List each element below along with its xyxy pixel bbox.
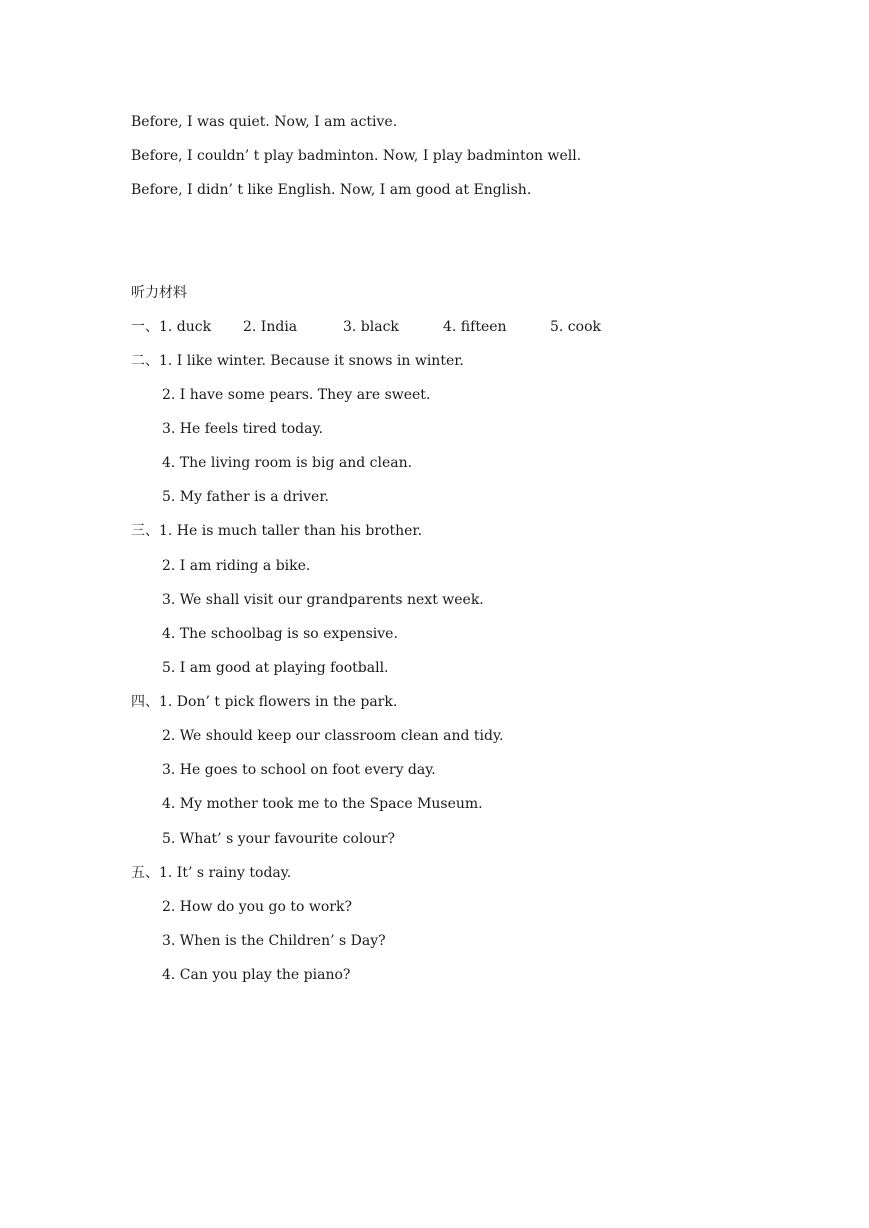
section-4-item-1: 1. Don’ t pick flowers in the park. <box>159 694 398 710</box>
section-3-item-4: 4. The schoolbag is so expensive. <box>162 626 398 642</box>
intro-line-2: Before, I couldn’ t play badminton. Now, I play badminton well. <box>131 148 582 164</box>
section-3-marker: 三、 <box>131 523 159 539</box>
section-2-item-2: 2. I have some pears. They are sweet. <box>162 387 431 403</box>
section-2-marker: 二、 <box>131 353 159 369</box>
intro-line-1: Before, I was quiet. Now, I am active. <box>131 114 398 130</box>
section-3-item-1-row <box>131 522 422 540</box>
section-5-item-4: 4. Can you play the piano? <box>162 967 351 983</box>
section-1-item-4: 4. fifteen <box>443 319 507 335</box>
section-4-item-1-row <box>131 693 397 711</box>
section-4-item-4: 4. My mother took me to the Space Museum. <box>162 796 483 812</box>
section-1-item-1: 1. duck <box>159 319 212 335</box>
section-3-item-1: 1. He is much taller than his brother. <box>159 523 423 539</box>
section-1-item-5: 5. cook <box>550 319 601 335</box>
section-3-item-5: 5. I am good at playing football. <box>162 660 389 676</box>
section-4-marker: 四、 <box>131 694 159 710</box>
section-5-item-1: 1. It’ s rainy today. <box>159 865 292 881</box>
section-1-row <box>131 318 601 336</box>
section-1-marker: 一、 <box>131 319 159 335</box>
section-3-item-3: 3. We shall visit our grandparents next week. <box>162 592 484 608</box>
section-heading: 听力材料 <box>131 285 187 301</box>
section-2-item-4: 4. The living room is big and clean. <box>162 455 413 471</box>
section-1-item-3: 3. black <box>343 319 399 335</box>
section-2-item-5: 5. My father is a driver. <box>162 489 329 505</box>
section-4-item-2: 2. We should keep our classroom clean and tidy. <box>162 728 504 744</box>
section-5-item-1-row <box>131 864 291 882</box>
section-4-item-3: 3. He goes to school on foot every day. <box>162 762 436 778</box>
section-5-marker: 五、 <box>131 865 159 881</box>
section-2-item-3: 3. He feels tired today. <box>162 421 323 437</box>
section-3-item-2: 2. I am riding a bike. <box>162 558 311 574</box>
section-1-item-2: 2. India <box>243 319 298 335</box>
section-2-item-1: 1. I like winter. Because it snows in winter. <box>159 353 464 369</box>
section-2-item-1-row <box>131 352 464 370</box>
section-5-item-2: 2. How do you go to work? <box>162 899 352 915</box>
intro-line-3: Before, I didn’ t like English. Now, I am good at English. <box>131 182 532 198</box>
section-4-item-5: 5. What’ s your favourite colour? <box>162 831 396 847</box>
section-5-item-3: 3. When is the Children’ s Day? <box>162 933 386 949</box>
